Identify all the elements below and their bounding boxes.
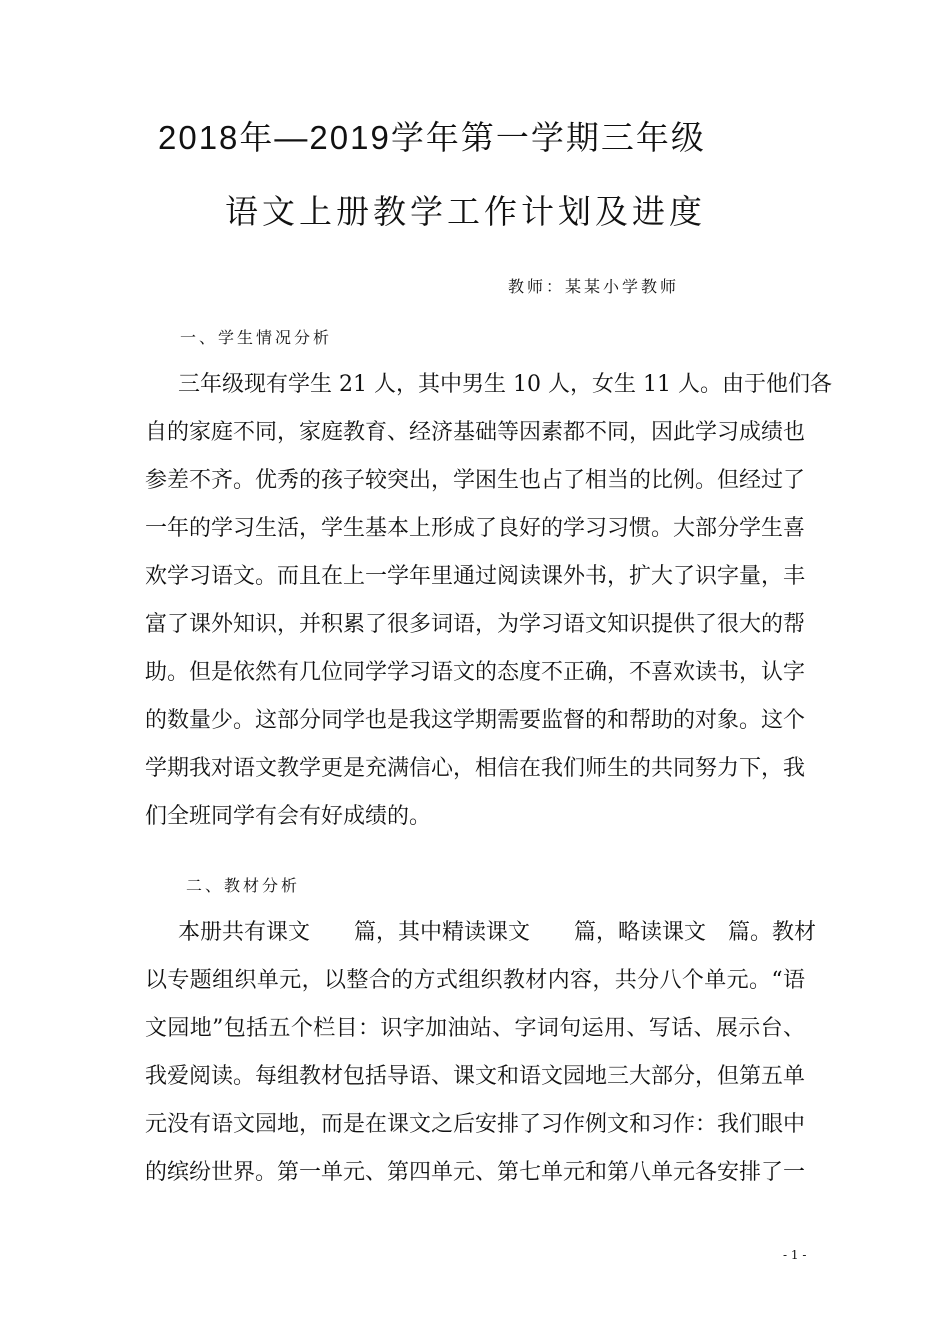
paragraph-line: 本册共有课文 篇，其中精读课文 篇，略读课文 篇。教材 <box>178 920 817 945</box>
paragraph-line: 学期我对语文教学更是充满信心，相信在我们师生的共同努力下，我 <box>145 756 806 781</box>
section-heading-student-analysis: 一、学生情况分析 <box>180 328 333 347</box>
paragraph-line: 文园地”包括五个栏目：识字加油站、字词句运用、写话、展示台、 <box>145 1016 805 1041</box>
document-title-line-1: 2018年—2019学年第一学期三年级 <box>158 119 706 156</box>
paragraph-line: 元没有语文园地，而是在课文之后安排了习作例文和习作：我们眼中 <box>145 1112 806 1137</box>
paragraph-line: 以专题组织单元，以整合的方式组织教材内容，共分八个单元。“语 <box>145 968 805 993</box>
paragraph-line: 富了课外知识，并积累了很多词语，为学习语文知识提供了很大的帮 <box>145 612 806 637</box>
page-number: - 1 - <box>783 1248 807 1262</box>
section-heading-textbook-analysis: 二、教材分析 <box>186 876 301 895</box>
paragraph-line: 参差不齐。优秀的孩子较突出，学困生也占了相当的比例。但经过了 <box>145 468 806 493</box>
paragraph-line: 自的家庭不同，家庭教育、经济基础等因素都不同，因此学习成绩也 <box>145 420 806 445</box>
paragraph-line: 的缤纷世界。第一单元、第四单元、第七单元和第八单元各安排了一 <box>145 1160 806 1185</box>
paragraph-line: 三年级现有学生 21 人，其中男生 10 人，女生 11 人。由于他们各 <box>178 372 832 397</box>
author-line: 教师：某某小学教师 <box>508 277 680 296</box>
paragraph-line: 的数量少。这部分同学也是我这学期需要监督的和帮助的对象。这个 <box>145 708 806 733</box>
paragraph-line: 们全班同学有会有好成绩的。 <box>145 804 432 829</box>
paragraph-line: 一年的学习生活，学生基本上形成了良好的学习习惯。大部分学生喜 <box>145 516 806 541</box>
document-title-line-2: 语文上册教学工作计划及进度 <box>225 193 706 230</box>
paragraph-line: 欢学习语文。而且在上一学年里通过阅读课外书，扩大了识字量，丰 <box>145 564 806 589</box>
paragraph-line: 助。但是依然有几位同学学习语文的态度不正确，不喜欢读书，认字 <box>145 660 806 685</box>
paragraph-line: 我爱阅读。每组教材包括导语、课文和语文园地三大部分，但第五单 <box>145 1064 806 1089</box>
